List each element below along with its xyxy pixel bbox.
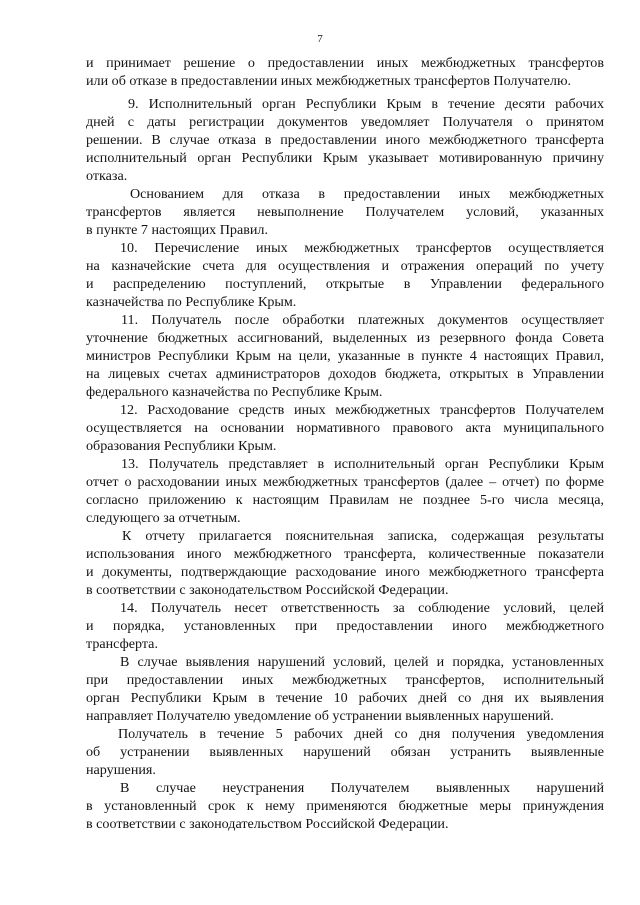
text-line: в соответствии с законодательством Российской Федерации.	[86, 582, 449, 598]
text-line: и документы, подтверждающие расходование иного межбюджетного трансферта	[86, 564, 604, 580]
text-line: использования иного межбюджетного трансферта, количественные показатели	[86, 546, 604, 562]
text-line: направляет Получателю уведомление об устранении выявленных нарушений.	[86, 708, 554, 724]
text-line: и принимает решение о предоставлении иных межбюджетных трансфертов	[86, 55, 604, 71]
text-line: 13. Получатель представляет в исполнительный орган Республики Крым	[121, 456, 604, 472]
text-line: образования Республики Крым.	[86, 438, 277, 454]
text-line: об устранении выявленных нарушений обязан устранить выявленные	[86, 744, 604, 760]
text-line: министров Республики Крым на цели, указанные в пункте 4 настоящих Правил,	[86, 348, 604, 364]
text-line: 14. Получатель несет ответственность за соблюдение условий, целей	[120, 600, 604, 616]
text-line: и распределению поступлений, открытые в Управлении федерального	[86, 276, 604, 292]
text-line: в пункте 7 настоящих Правил.	[86, 222, 268, 238]
text-line: в установленный срок к нему применяются бюджетные меры принуждения	[86, 798, 604, 814]
text-line: В случае выявления нарушений условий, целей и порядка, установленных	[120, 654, 604, 670]
text-line: трансфертов является невыполнение Получателем условий, указанных	[86, 204, 604, 220]
text-line: В случае неустранения Получателем выявленных нарушений	[120, 780, 604, 796]
text-line: 10. Перечисление иных межбюджетных трансфертов осуществляется	[120, 240, 604, 256]
text-line: и порядка, установленных при предоставлении иного межбюджетного	[86, 618, 604, 634]
text-line: или об отказе в предоставлении иных межбюджетных трансфертов Получателю.	[86, 73, 571, 89]
text-line: трансферта.	[86, 636, 158, 652]
text-line: исполнительный орган Республики Крым указывает мотивированную причину	[86, 150, 604, 166]
text-line: Основанием для отказа в предоставлении иных межбюджетных	[130, 186, 604, 202]
text-line: 11. Получатель после обработки платежных документов осуществляет	[121, 312, 604, 328]
text-line: осуществляется на основании нормативного правового акта муниципального	[86, 420, 604, 436]
text-line: решении. В случае отказа в предоставлении иного межбюджетного трансферта	[86, 132, 604, 148]
text-line: при предоставлении иных межбюджетных трансфертов, исполнительный	[86, 672, 604, 688]
text-line: уточнение бюджетных ассигнований, выделенных из резервного фонда Совета	[86, 330, 604, 346]
text-line: казначейства по Республике Крым.	[86, 294, 297, 310]
text-line: 12. Расходование средств иных межбюджетных трансфертов Получателем	[120, 402, 604, 418]
text-line: отказа.	[86, 168, 128, 184]
text-line: отчет о расходовании иных межбюджетных трансфертов (далее – отчет) по форме	[86, 474, 604, 490]
text-line: Получатель в течение 5 рабочих дней со дня получения уведомления	[118, 726, 604, 742]
text-line: на лицевых счетах администраторов доходов бюджета, открытых в Управлении	[86, 366, 604, 382]
text-line: согласно приложению к настоящим Правилам не позднее 5-го числа месяца,	[86, 492, 604, 508]
text-line: орган Республики Крым в течение 10 рабочих дней со дня их выявления	[86, 690, 604, 706]
page-number: 7	[317, 33, 323, 45]
text-line: в соответствии с законодательством Российской Федерации.	[86, 816, 449, 832]
text-line: 9. Исполнительный орган Республики Крым в течение десяти рабочих	[128, 96, 604, 112]
text-line: нарушения.	[86, 762, 156, 778]
text-line: следующего за отчетным.	[86, 510, 241, 526]
text-line: на казначейские счета для осуществления и отражения операций по учету	[86, 258, 604, 274]
text-line: федерального казначейства по Республике Крым.	[86, 384, 383, 400]
text-line: дней с даты регистрации документов уведомляет Получателя о принятом	[86, 114, 604, 130]
text-line: К отчету прилагается пояснительная записка, содержащая результаты	[122, 528, 604, 544]
